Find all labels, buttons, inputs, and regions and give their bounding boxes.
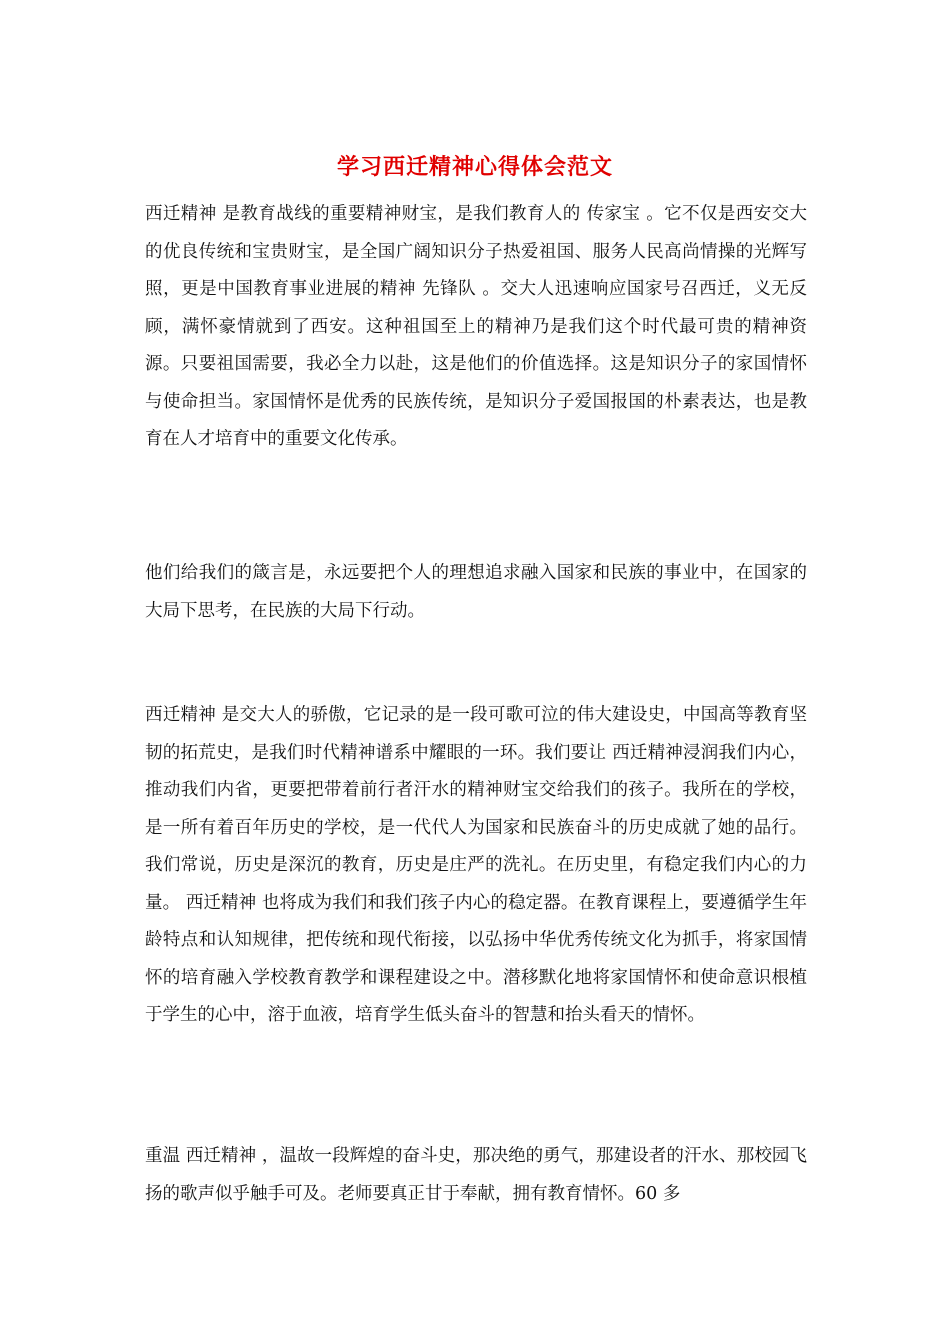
paragraph-4: 重温 西迁精神 ，温故一段辉煌的奋斗史，那决绝的勇气，那建设者的汗水、那校园飞扬的歌声似乎触手可及。老师要真正甘于奉献，拥有教育情怀。60 多 (145, 1146, 807, 1204)
document-title: 学习西迁精神心得体会范文 (336, 154, 613, 180)
paragraph-3: 西迁精神 是交大人的骄傲，它记录的是一段可歌可泣的伟大建设史，中国高等教育坚韧的拓荒史，是我们时代精神谱系中耀眼的一环。我们要让 西迁精神浸润我们内心，推动我们内省，更要把带着前行者汗水的精神财宝交给我们的孩子。我所在的学校，是一所有着百年历史的学校，是一代代人为国家和民族奋斗的历史成就了她的品行。我们常说，历史是深沉的教育，历史是庄严的洗礼。在历史里，有稳定我们内心的力量。 西迁精神 也将成为我们和我们孩子内心的稳定器。在教育课程上，要遵循学生年龄特点和认知规律，把传统和现代衔接，以弘扬中华优秀传统文化为抓手，将家国情怀的培育融入学校教育教学和课程建设之中。潜移默化地将家国情怀和使命意识根植于学生的心中，溶于血液，培育学生低头奋斗的智慧和抬头看天的情怀。 (145, 705, 807, 1025)
paragraph-1: 西迁精神 是教育战线的重要精神财宝，是我们教育人的 传家宝 。它不仅是西安交大的优良传统和宝贵财宝，是全国广阔知识分子热爱祖国、服务人民高尚情操的光辉写照，更是中国教育事业进展的精神 先锋队 。交大人迅速响应国家号召西迁，义无反顾，满怀豪情就到了西安。这种祖国至上的精神乃是我们这个时代最可贵的精神资源。只要祖国需要，我必全力以赴，这是他们的价值选择。这是知识分子的家国情怀与使命担当。家国情怀是优秀的民族传统，是知识分子爱国报国的朴素表达，也是教育在人才培育中的重要文化传承。 (145, 204, 807, 449)
paragraph-2: 他们给我们的箴言是，永远要把个人的理想追求融入国家和民族的事业中，在国家的大局下思考，在民族的大局下行动。 (145, 563, 807, 621)
